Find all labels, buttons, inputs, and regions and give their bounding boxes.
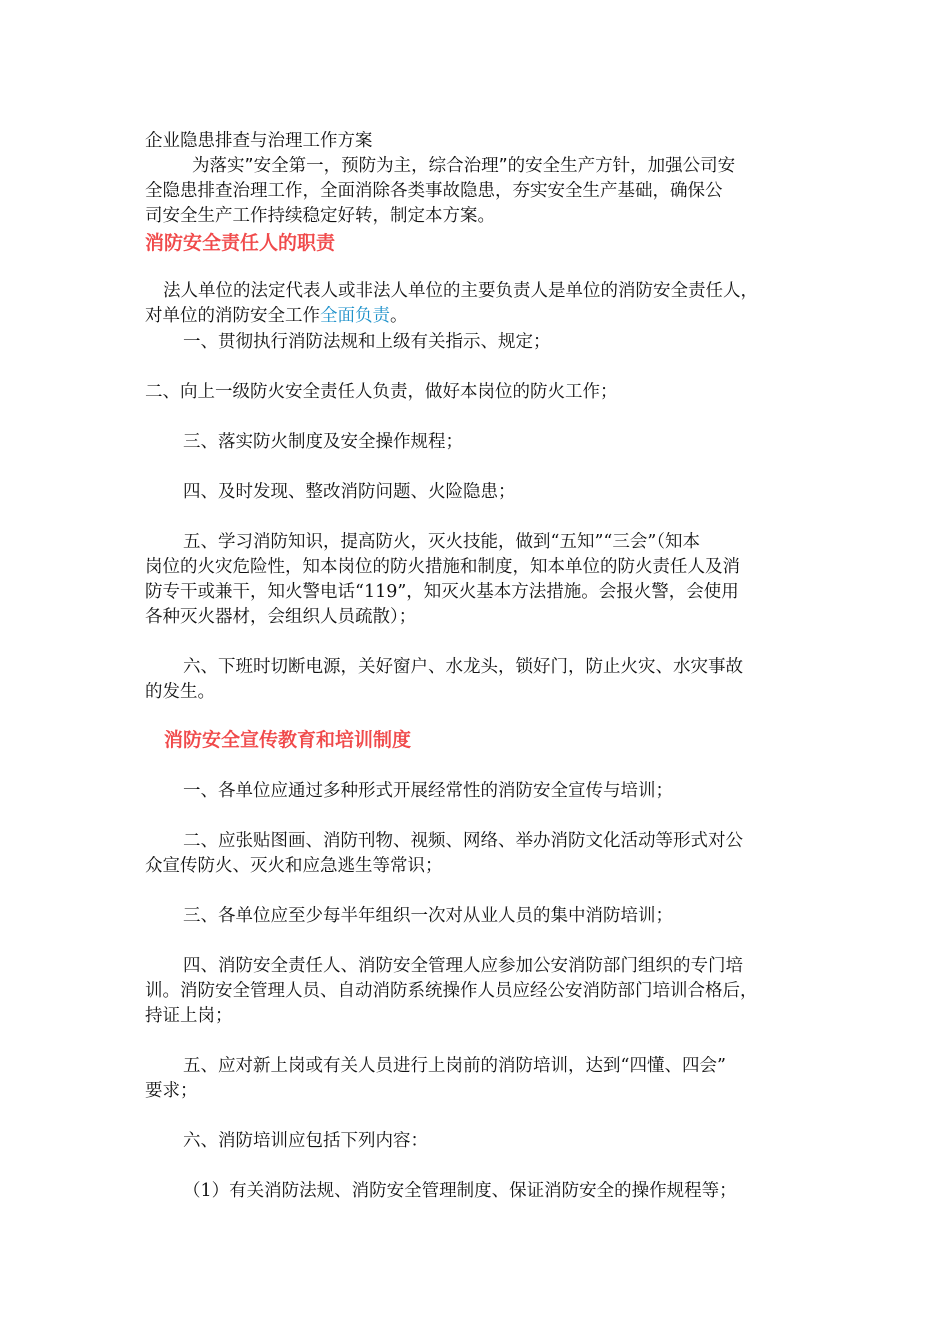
section1-item-3: 三、落实防火制度及安全操作规程； [183,432,463,452]
section1-item-1: 一、贯彻执行消防法规和上级有关指示、规定； [183,332,551,352]
section2-item-3: 三、各单位应至少每半年组织一次对从业人员的集中消防培训； [183,906,673,926]
full-responsibility-link[interactable]: 全面负责 [320,306,390,326]
section-heading-responsibilities: 消防安全责任人的职责 [145,232,336,254]
section1-item-4: 四、及时发现、整改消防问题、火险隐患； [183,482,516,502]
section1-item-5-line-1: 五、学习消防知识，提高防火，灭火技能，做到“五知”“三会”（知本 [183,532,701,552]
section2-item-2-line-2: 众宣传防火、灭火和应急逃生等常识； [145,856,443,876]
section1-item-2: 二、向上一级防火安全责任人负责，做好本岗位的防火工作； [145,382,618,402]
section1-paragraph-line-2: 对单位的消防安全工作全面负责。 [145,306,408,326]
section2-item-4-line-3: 持证上岗； [145,1006,233,1026]
section2-item-5-line-2: 要求； [145,1081,198,1101]
section1-item-5-line-2: 岗位的火灾危险性，知本岗位的防火措施和制度，知本单位的防火责任人及消 [145,557,740,577]
section2-item-5-line-1: 五、应对新上岗或有关人员进行上岗前的消防培训，达到“四懂、四会” [183,1056,726,1076]
section2-item-4-line-2: 训。消防安全管理人员、自动消防系统操作人员应经公安消防部门培训合格后， [145,981,758,1001]
section-heading-training: 消防安全宣传教育和培训制度 [164,729,412,751]
intro-line-2: 全隐患排查治理工作，全面消除各类事故隐患，夯实安全生产基础，确保公 [145,181,723,201]
document-title: 企业隐患排查与治理工作方案 [145,131,373,151]
section1-item-6-line-2: 的发生。 [145,682,215,702]
section1-item-5-line-3: 防专干或兼干，知火警电话“119”，知灭火基本方法措施。会报火警，会使用 [145,582,739,602]
section2-item-2-line-1: 二、应张贴图画、消防刊物、视频、网络、举办消防文化活动等形式对公 [183,831,743,851]
section2-item-6: 六、消防培训应包括下列内容： [183,1131,428,1151]
section1-paragraph-line-1: 法人单位的法定代表人或非法人单位的主要负责人是单位的消防安全责任人， [163,281,758,301]
section1-item-6-line-1: 六、下班时切断电源，关好窗户、水龙头，锁好门，防止火灾、水灾事故 [183,657,743,677]
section2-subitem-1: （1）有关消防法规、消防安全管理制度、保证消防安全的操作规程等； [183,1181,737,1201]
section2-item-1: 一、各单位应通过多种形式开展经常性的消防安全宣传与培训； [183,781,673,801]
section2-item-4-line-1: 四、消防安全责任人、消防安全管理人应参加公安消防部门组织的专门培 [183,956,743,976]
intro-line-3: 司安全生产工作持续稳定好转，制定本方案。 [145,206,495,226]
intro-line-1: 为落实”安全第一，预防为主，综合治理”的安全生产方针，加强公司安 [192,156,736,176]
section1-item-5-line-4: 各种灭火器材，会组织人员疏散）； [145,607,417,627]
